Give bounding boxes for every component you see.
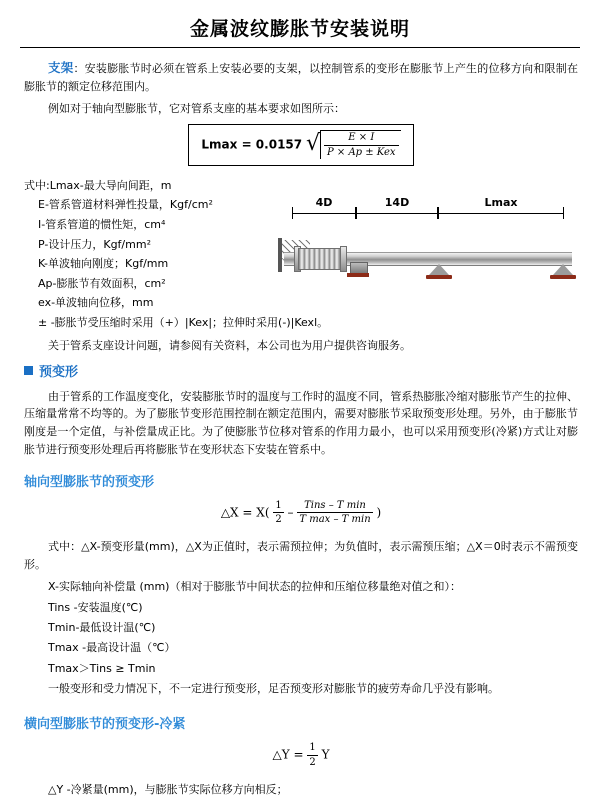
sqrt-icon: √ — [305, 131, 320, 157]
axial-formula-rhs: ) — [376, 505, 382, 520]
support-base — [426, 275, 452, 279]
document-page — [0, 14, 600, 797]
axial-formula-minus: – — [287, 505, 294, 520]
section-support-intro: 支架：安装膨胀节时必须在管系上安装必要的支架，以控制管系的变形在膨胀节上产生的位移方向和限制在膨胀节的额定位移范围内。 — [24, 60, 578, 94]
lateral-formula-box — [267, 740, 336, 770]
lmax-formula-box — [188, 124, 413, 166]
axial-formula — [24, 498, 578, 528]
bellows — [298, 248, 344, 270]
legend-diagram-row — [24, 176, 578, 333]
diagram-column — [272, 176, 578, 306]
lateral-half-fraction — [307, 742, 317, 768]
temp-numerator: Tins – T min — [297, 500, 372, 514]
lateral-formula-rhs: Y — [321, 747, 330, 762]
bellow-end-right — [340, 246, 347, 272]
half-numerator: 1 — [273, 500, 283, 514]
lmax-numerator: E × I — [324, 132, 399, 146]
title-divider — [20, 47, 580, 48]
half-numerator: 1 — [307, 742, 317, 756]
axial-note: Tmax＞Tins ≥ Tmin — [48, 661, 156, 675]
support-base — [550, 275, 576, 279]
support-triangle — [553, 264, 573, 275]
axial-note: Tins -安装温度(℃) — [48, 600, 143, 614]
temp-denominator: T max – T min — [299, 514, 371, 526]
axial-note: 式中：△X-预变形量(mm)，△X为正值时，表示需预拉伸；为负值时，表示需预压缩；△X＝0时表示不需预变形。 — [24, 539, 578, 571]
dimension-bar — [438, 213, 564, 214]
axial-formula-lhs: △X = X( — [220, 505, 270, 520]
lateral-note: △Y -冷紧量(mm)，与膨胀节实际位移方向相反； — [48, 783, 288, 797]
lmax-label: Lmax = 0.0157 — [201, 137, 303, 152]
document-content — [0, 58, 600, 801]
lateral-formula-lhs: △Y = — [272, 747, 304, 762]
half-denominator: 2 — [275, 514, 282, 526]
support-heading: 支架 — [48, 60, 74, 75]
support-triangle — [429, 264, 449, 275]
axial-predeform-heading: 轴向型膨胀节的预变形 — [24, 474, 155, 490]
dimension-row — [278, 196, 578, 218]
axial-half-fraction — [273, 500, 283, 526]
axial-note: X-实际轴向补偿量 (mm)（相对于膨胀节中间状态的拉伸和压缩位移量绝对值之和）： — [48, 580, 461, 594]
tick — [563, 207, 564, 219]
dimension-bar — [356, 213, 438, 214]
legend-item: E-管系管道材料弹性投量，Kgf/cm² — [38, 198, 213, 212]
dimension-14d-label: 14D — [384, 195, 410, 209]
half-denominator: 2 — [309, 756, 316, 768]
dimension-4d — [292, 196, 356, 218]
axial-formula-box — [215, 498, 387, 528]
guide-support-1 — [426, 264, 452, 280]
expansion-joint-diagram — [278, 196, 578, 306]
lmax-denominator: P × Ap ± Kex — [326, 146, 396, 158]
predeform-para1: 由于管系的工作温度变化，安装膨胀节时的温度与工作时的温度不同，管系热膨胀冷缩对膨胀节产生的拉伸、压缩量常常不均等的。为了膨胀节变形范围控制在额定范围内，需要对膨胀节采取预变形处理。另外，由于膨胀节刚度是一个定值，与补偿量成正比。为了使膨胀节位移对管系的作用力最小，也可以采用预变形(冷紧)方式让对膨胀节进行预变形处理后再将膨胀节在变形状态下安装在管系中。 — [24, 389, 578, 456]
legend-item: K-单波轴向刚度；Kgf/mm — [38, 257, 169, 271]
legend-closing: 关于管系支座设计问题，请参阅有关资料，本公司也为用户提供咨询服务。 — [48, 338, 411, 352]
dimension-14d — [356, 196, 438, 218]
wall — [278, 238, 282, 272]
page-title: 金属波纹膨胀节安装说明 — [189, 18, 410, 40]
dimension-lmax-label: Lmax — [484, 195, 518, 209]
dimension-4d-label: 4D — [315, 195, 333, 209]
legend-item: ex-单波轴向位移，mm — [38, 296, 154, 310]
lmax-fraction — [320, 130, 401, 159]
legend-item: Ap-膨胀节有效面积，cm² — [38, 276, 166, 290]
section-predeform-heading — [24, 364, 578, 382]
axial-note: Tmin-最低设计温(℃) — [48, 621, 156, 635]
pipe-assembly — [278, 226, 578, 296]
dimension-bar — [292, 213, 356, 214]
axial-note: Tmax -最高设计温（℃） — [48, 641, 176, 655]
anchor-support — [350, 262, 366, 280]
legend-item: ± -膨胀节受压缩时采用（+）|Kex|；拉伸时采用(-)|Kexl。 — [38, 315, 329, 329]
anchor-base — [347, 273, 369, 277]
legend-item: P-设计压力，Kgf/mm² — [38, 237, 151, 251]
support-para2: 例如对于轴向型膨胀节，它对管系支座的基本要求如图所示： — [48, 102, 345, 116]
lmax-frac — [324, 132, 399, 159]
predeform-heading-text: 预变形 — [39, 365, 79, 381]
guide-support-2 — [550, 264, 576, 280]
lateral-formula — [24, 740, 578, 770]
lmax-formula-wrapper — [24, 124, 578, 166]
axial-temp-fraction — [297, 500, 372, 526]
axial-note: 一般变形和受力情况下，不一定进行预变形，足否预变形对膨胀节的疲劳寿命几乎没有影响。 — [48, 682, 499, 696]
legend-item: 式中:Lmax-最大导向间距，m — [24, 178, 172, 192]
lateral-predeform-heading: 横向型膨胀节的预变形-冷紧 — [24, 717, 186, 733]
dimension-lmax — [438, 196, 564, 218]
support-para1: 安装膨胀节时必须在管系上安装必要的支架，以控制管系的变形在膨胀节上产生的位移方向和限制在膨胀节的额定位移范围内。 — [24, 62, 578, 94]
legend-item: I-管系管道的惯性矩，cm⁴ — [38, 218, 166, 232]
blue-square-icon — [24, 366, 33, 375]
